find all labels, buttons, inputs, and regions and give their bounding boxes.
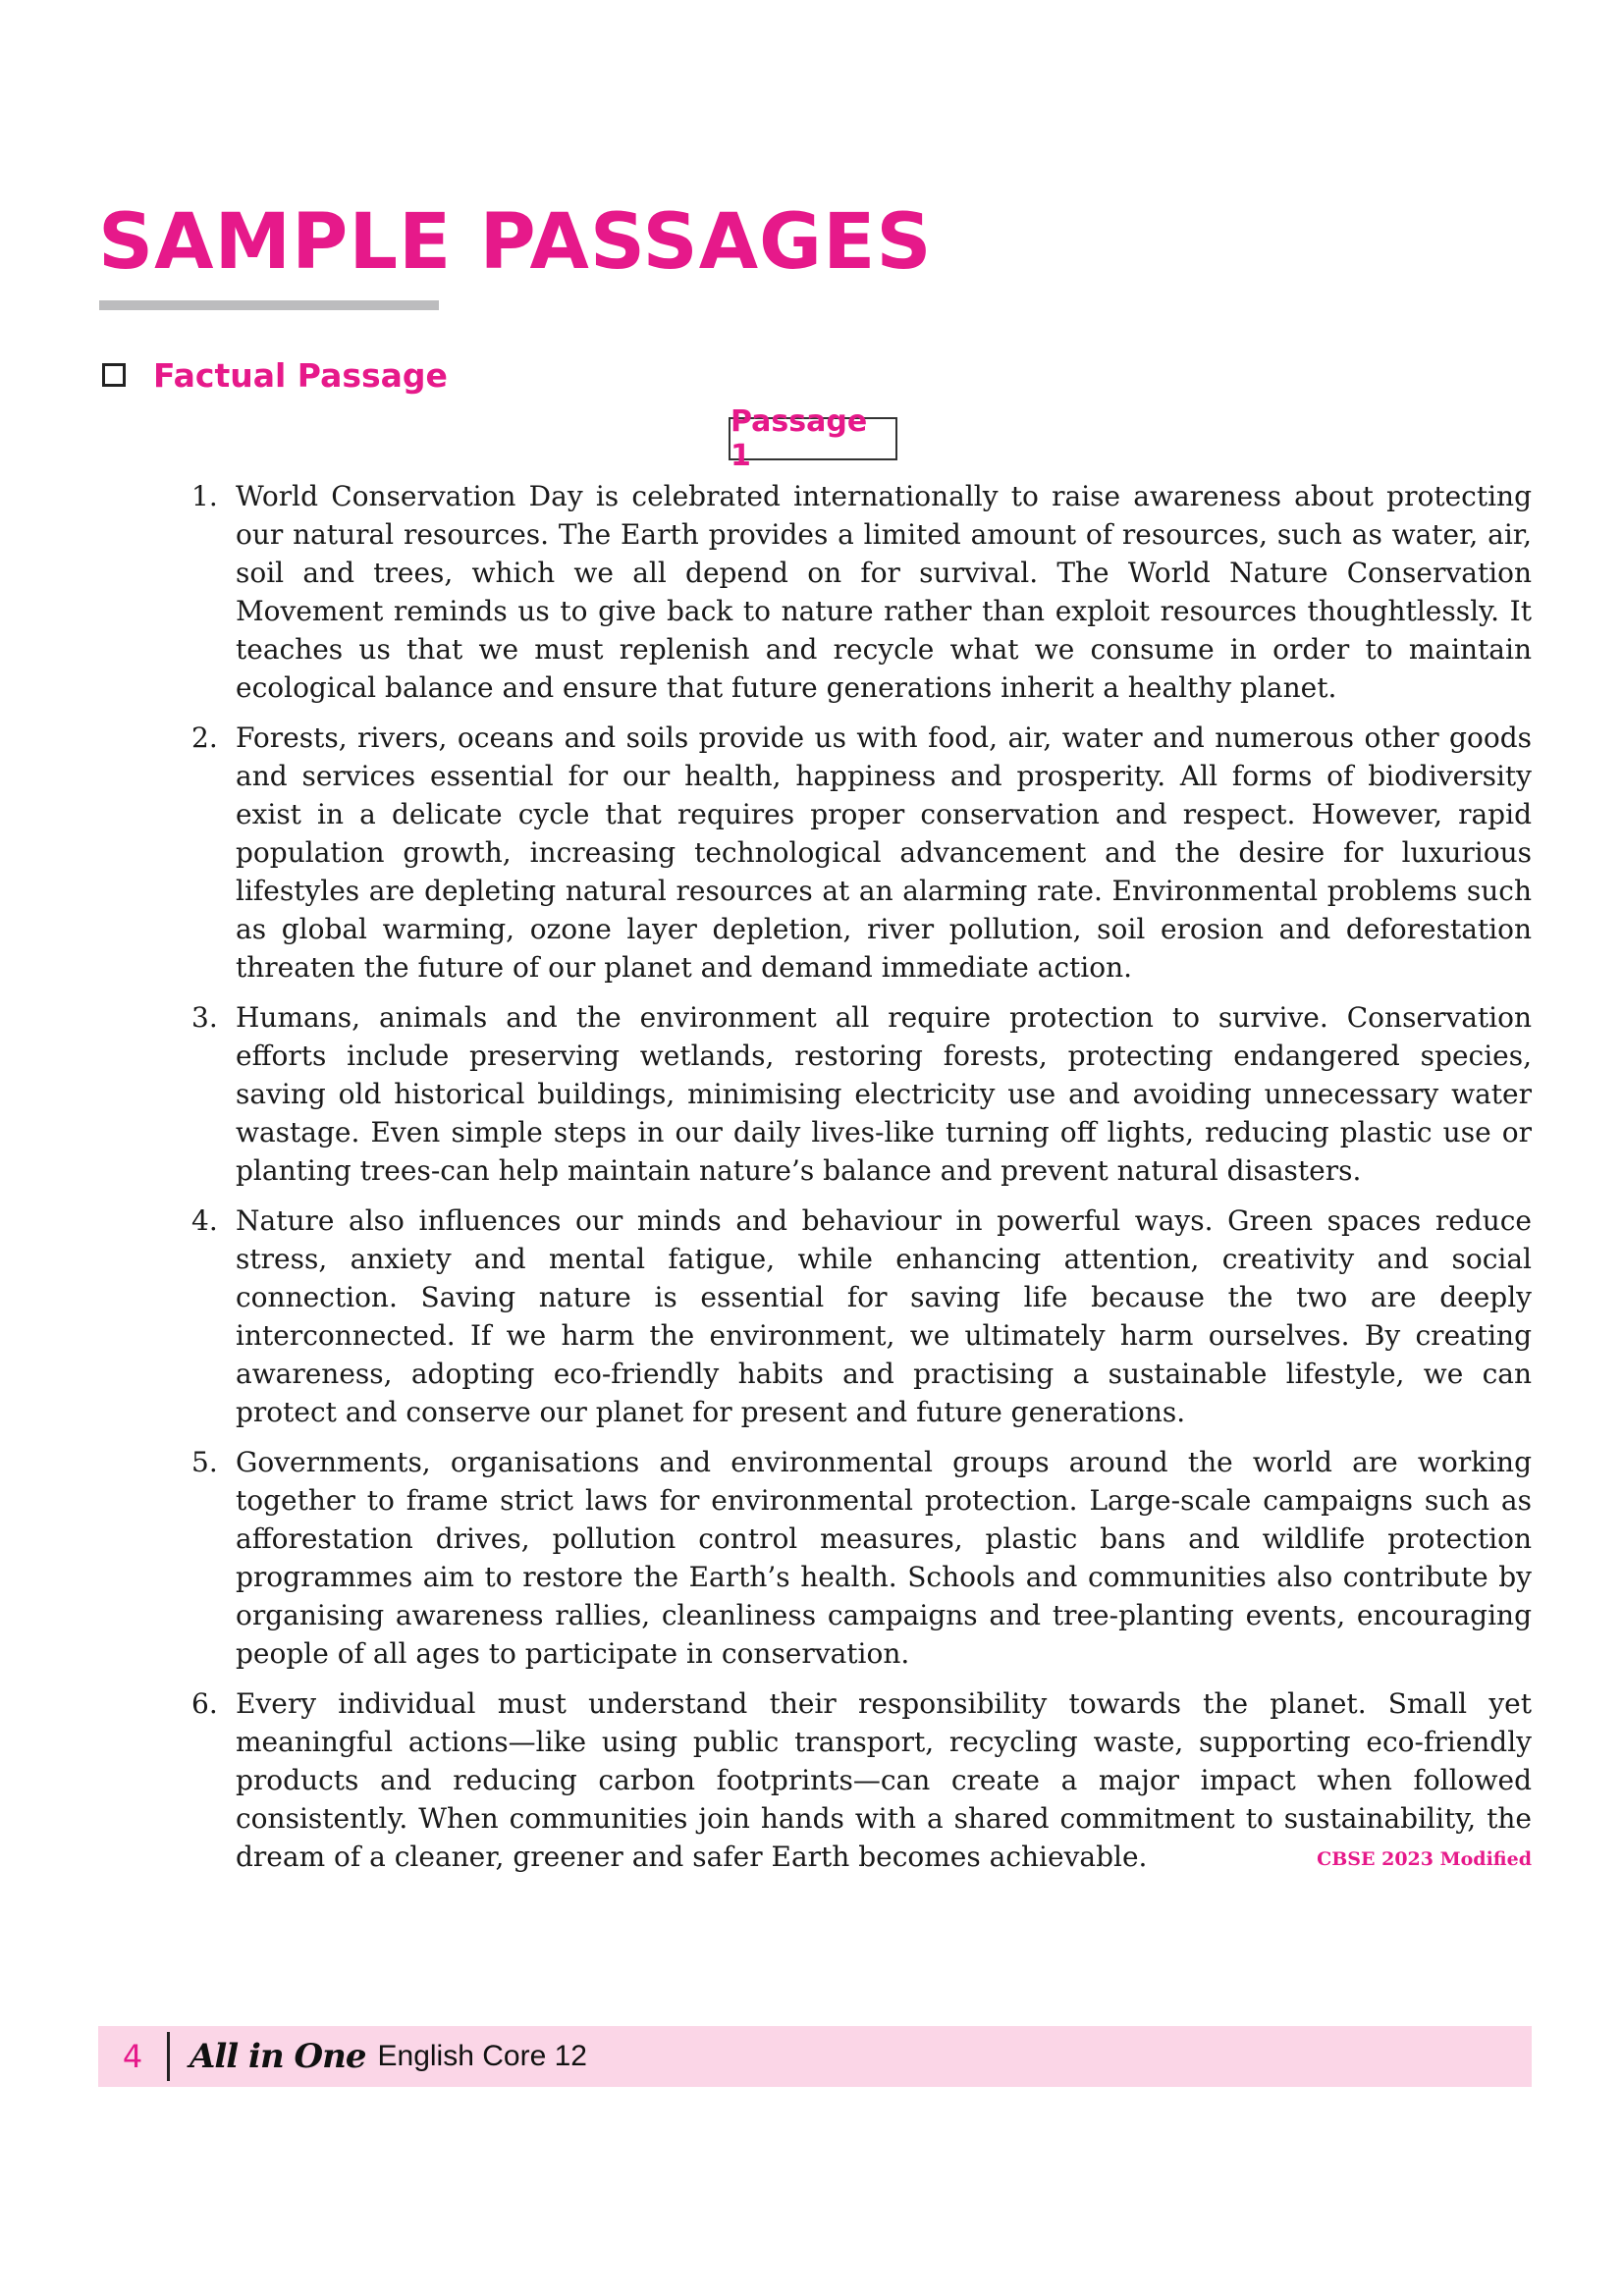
list-item — [191, 1684, 1532, 1879]
item-number: 6. — [191, 1687, 218, 1720]
list-item — [191, 998, 1532, 1190]
list-item — [191, 1443, 1532, 1673]
passage-label: Passage 1 — [729, 417, 897, 460]
page-title: SAMPLE PASSAGES — [98, 198, 933, 287]
title-underline — [99, 300, 439, 310]
footer-divider — [167, 2032, 170, 2081]
paragraph-text: Governments, organisations and environmental groups around the world are working together to frame strict laws for environmental protection. Large-scale campaigns such as afforestation drives, pollution control measures, plastic bans and wildlife protection programmes aim to restore the Earth’s health. Schools and communities also contribute by organising awareness rallies, cleanliness campaigns and tree-planting events, encouraging people of all ages to participate in conservation. — [236, 1446, 1532, 1670]
paragraph-wrapper — [236, 1684, 1532, 1879]
list-item — [191, 477, 1532, 707]
item-number: 2. — [191, 721, 218, 754]
checkbox-square-icon — [102, 363, 126, 387]
item-number: 5. — [191, 1446, 218, 1478]
paragraph-text: Humans, animals and the environment all require protection to survive. Conservation efforts include preserving wetlands, restoring forests, protecting endangered species, saving old historical buildings, minimising electricity use and avoiding unnecessary water wastage. Even simple steps in our daily lives-like turning off lights, reducing plastic use or planting trees-can help maintain nature’s balance and prevent natural disasters. — [236, 1001, 1532, 1187]
item-number: 4. — [191, 1204, 218, 1237]
paragraph-text: Every individual must understand their responsibility towards the planet. Small yet meaningful actions—like using public transport, recycling waste, supporting eco-friendly products and reducing carbon footprints—can create a major impact when followed consistently. When communities join hands with a shared commitment to sustainability, the dream of a cleaner, greener and safer Earth becomes achievable. — [236, 1687, 1532, 1873]
paragraph-text: Forests, rivers, oceans and soils provide us with food, air, water and numerous other goods and services essential for our health, happiness and prosperity. All forms of biodiversity exist in a delicate cycle that requires proper conservation and respect. However, rapid population growth, increasing technological advancement and the desire for luxurious lifestyles are depleting natural resources at an alarming rate. Environmental problems such as global warming, ozone layer depletion, river pollution, soil erosion and deforestation threaten the future of our planet and demand immediate action. — [236, 721, 1532, 984]
page-number: 4 — [122, 2038, 143, 2075]
paragraph-text: World Conservation Day is celebrated internationally to raise awareness about protecting our natural resources. The Earth provides a limited amount of resources, such as water, air, soil and trees, which we all depend on for survival. The World Nature Conservation Movement reminds us to give back to nature rather than exploit resources thoughtlessly. It teaches us that we must replenish and recycle what we consume in order to maintain ecological balance and ensure that future generations inherit a healthy planet. — [236, 480, 1532, 704]
brand-logo: All in One — [189, 2037, 366, 2076]
passage-list — [191, 477, 1532, 1891]
book-title: English Core 12 — [377, 2040, 587, 2072]
source-tag: CBSE 2023 Modified — [1317, 1848, 1532, 1870]
list-item — [191, 719, 1532, 987]
section-heading — [102, 353, 448, 397]
paragraph-text: Nature also influences our minds and behaviour in powerful ways. Green spaces reduce stress, anxiety and mental fatigue, while enhancing attention, creativity and social connection. Saving nature is essential for saving life because the two are deeply interconnected. If we harm the environment, we ultimately harm ourselves. By creating awareness, adopting eco-friendly habits and practising a sustainable lifestyle, we can protect and conserve our planet for present and future generations. — [236, 1204, 1532, 1428]
item-number: 1. — [191, 480, 218, 512]
section-heading-text: Factual Passage — [153, 355, 448, 395]
list-item — [191, 1201, 1532, 1431]
footer-bar — [98, 2026, 1532, 2087]
item-number: 3. — [191, 1001, 218, 1034]
